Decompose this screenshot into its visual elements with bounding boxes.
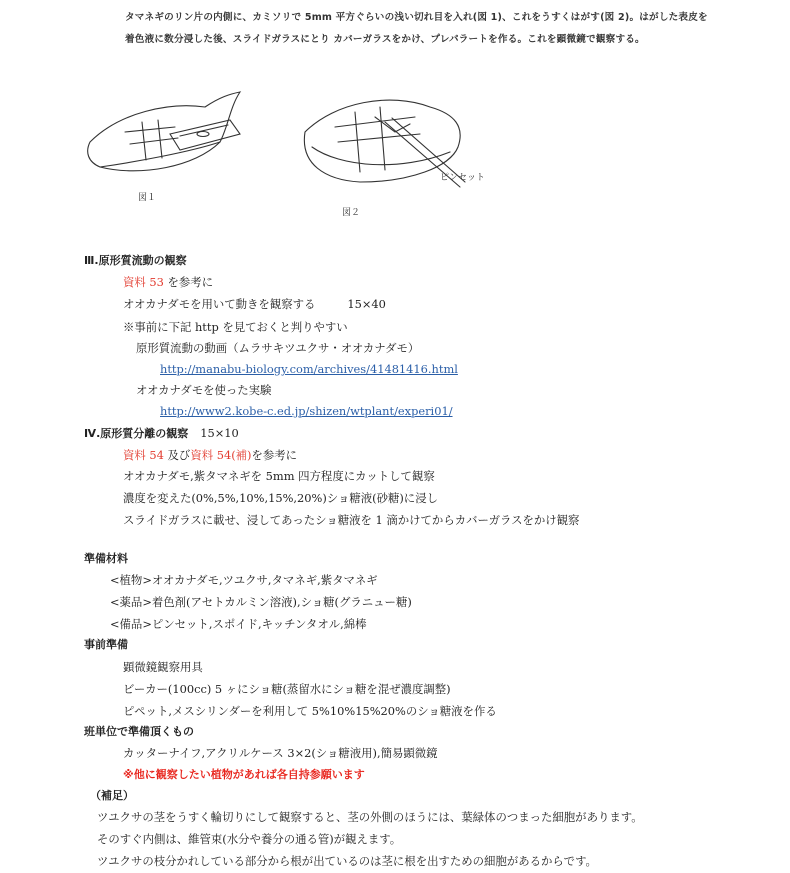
- materials-chemicals: <薬品>着色剤(アセトカルミン溶液),ショ糖(グラニュー糖): [110, 595, 412, 609]
- intro-line-1: タマネギのリン片の内側に、カミソリで 5mm 平方ぐらいの浅い切れ目を入れ(図 1)、これをうすくはがす(図 2)。はがした表皮を: [125, 12, 708, 23]
- materials-heading: 準備材料: [84, 552, 128, 565]
- figure-2-label: 図２: [342, 208, 361, 218]
- prep-heading: 事前準備: [84, 638, 128, 651]
- prep-line-1: 顕微鏡観察用具: [123, 660, 203, 674]
- supplement-heading: （補足）: [90, 789, 134, 802]
- reference-54-supplement: 資料 54(補): [190, 448, 252, 462]
- section-3-heading: Ⅲ.原形質流動の観察: [84, 254, 187, 267]
- bring-plants-warning: ※他に観察したい植物があれば各自持参願います: [123, 768, 365, 781]
- experiment-title: オオカナダモを使った実験: [136, 383, 272, 397]
- section-4-line-3: スライドガラスに載せ、浸してあったショ糖液を 1 滴かけてからカバーガラスをかけ観察: [123, 513, 580, 527]
- prep-line-2: ビーカー(100cc) 5 ヶにショ糖(蒸留水にショ糖を混ぜ濃度調整): [123, 682, 451, 696]
- section-4-heading-line: Ⅳ.原形質分離の観察 15×10: [84, 426, 239, 440]
- figure-1-drawing: [88, 92, 240, 171]
- section-3-ref-line: 資料 53 を参考に: [123, 275, 214, 289]
- prep-line-3: ピペット,メスシリンダーを利用して 5%10%15%20%のショ糖液を作る: [123, 704, 497, 718]
- materials-equipment: <備品>ピンセット,スポイド,キッチンタオル,綿棒: [110, 617, 367, 631]
- section-4-heading: Ⅳ.原形質分離の観察: [84, 427, 189, 440]
- materials-plants: <植物>オオカナダモ,ツユクサ,タマネギ,紫タマネギ: [110, 573, 378, 587]
- video-link[interactable]: http://manabu-biology.com/archives/41481416.html: [160, 362, 458, 376]
- experiment-link[interactable]: http://www2.kobe-c.ed.jp/shizen/wtplant/experi01/: [160, 404, 453, 418]
- video-title: 原形質流動の動画（ムラサキツユクサ・オオカナダモ）: [136, 341, 420, 355]
- reference-54: 資料 54: [123, 448, 164, 462]
- figures: [80, 72, 550, 232]
- tweezers-label: ピンセット: [440, 173, 486, 183]
- group-heading: 班単位で準備頂くもの: [84, 725, 194, 738]
- intro-line-2: 着色液に数分浸した後、スライドガラスにとり カバーガラスをかけ、プレパラートを作る。これを顕微鏡で観察する。: [125, 34, 645, 45]
- reference-53: 資料 53: [123, 275, 164, 289]
- supplement-line-1: ツユクサの茎をうすく輪切りにして観察すると、茎の外側のほうには、葉緑体のつまった細胞があります。: [97, 810, 643, 824]
- section-3-note: ※事前に下記 http を見ておくと判りやすい: [123, 320, 348, 334]
- supplement-line-3: ツユクサの枝分かれしている部分から根が出ているのは茎に根を出すための細胞があるからです。: [97, 854, 597, 868]
- section-3-line-1: オオカナダモを用いて動きを観察する 15×40: [123, 297, 386, 311]
- supplement-line-2: そのすぐ内側は、維管束(水分や養分の通る管)が観えます。: [97, 832, 402, 846]
- figure-1-label: 図１: [138, 193, 157, 203]
- section-4-ref-line: 資料 54 及び資料 54(補)を参考に: [123, 448, 298, 462]
- intro-paragraph: [125, 7, 725, 51]
- section-4-line-2: 濃度を変えた(0%,5%,10%,15%,20%)ショ糖液(砂糖)に浸し: [123, 491, 438, 505]
- figure-illustrations: [80, 72, 550, 232]
- group-line-1: カッターナイフ,アクリルケース 3×2(ショ糖液用),簡易顕微鏡: [123, 746, 438, 760]
- section-4-line-1: オオカナダモ,紫タマネギを 5mm 四方程度にカットして観察: [123, 469, 435, 483]
